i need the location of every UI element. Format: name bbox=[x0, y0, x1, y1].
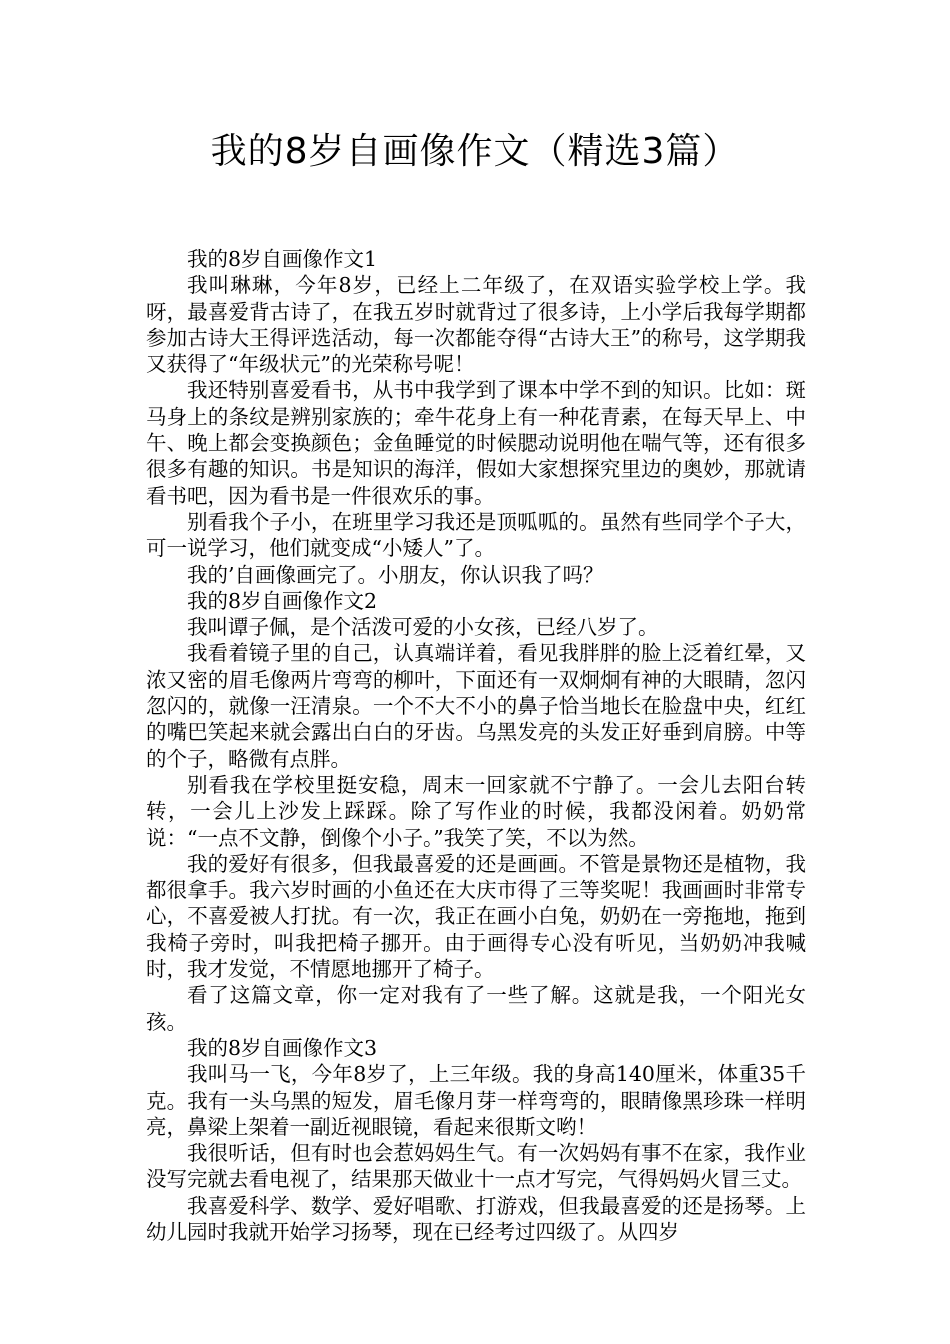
paragraph: 我叫琳琳，今年8岁，已经上二年级了，在双语实验学校上学。我呀，最喜爱背古诗了，在我五岁时就背过了很多诗，上小学后我每学期都参加古诗大王得评选活动，每一次都能夺得“古诗大王”的称号，这学期我又获得了“年级状元”的光荣称号呢！ bbox=[146, 273, 806, 377]
section-heading-3: 我的8岁自画像作文3 bbox=[187, 1035, 378, 1060]
document-title: 我的8岁自画像作文（精选3篇） bbox=[210, 131, 740, 172]
paragraph: 别看我个子小，在班里学习我还是顶呱呱的。虽然有些同学个子大，可一说学习，他们就变成“小矮人”了。 bbox=[146, 509, 806, 561]
paragraph: 我喜爱科学、数学、爱好唱歌、打游戏，但我最喜爱的还是扬琴。上幼儿园时我就开始学习扬琴，现在已经考过四级了。从四岁 bbox=[146, 1193, 806, 1244]
paragraph: 看了这篇文章，你一定对我有了一些了解。这就是我，一个阳光女孩。 bbox=[146, 983, 806, 1034]
paragraph: 别看我在学校里挺安稳，周末一回家就不宁静了。一会儿去阳台转转，一会儿上沙发上踩踩。除了写作业的时候，我都没闲着。奶奶常说：“一点不文静，倒像个小子。”我笑了笑，不以为然。 bbox=[146, 772, 806, 850]
document-body bbox=[146, 246, 806, 1245]
section-heading-2: 我的8岁自画像作文2 bbox=[187, 588, 378, 613]
paragraph: 我很听话，但有时也会惹妈妈生气。有一次妈妈有事不在家，我作业没写完就去看电视了，结果那天做业十一点才写完，气得妈妈火冒三丈。 bbox=[146, 1141, 806, 1192]
paragraph: 我叫谭子佩，是个活泼可爱的小女孩，已经八岁了。 bbox=[187, 615, 659, 640]
paragraph: 我看着镜子里的自己，认真端详着，看见我胖胖的脸上泛着红晕，又浓又密的眉毛像两片弯弯的柳叶，下面还有一双炯炯有神的大眼睛，忽闪忽闪的，就像一汪清泉。一个不大不小的鼻子恰当地长在脸盘中央，红红的嘴巴笑起来就会露出白白的牙齿。乌黑发亮的头发正好垂到肩膀。中等的个子，略微有点胖。 bbox=[146, 641, 806, 771]
paragraph: 我还特别喜爱看书，从书中我学到了课本中学不到的知识。比如：斑马身上的条纹是辨别家族的；牵牛花身上有一种花青素，在每天早上、中午、晚上都会变换颜色；金鱼睡觉的时候腮动说明他在喘气等，还有很多很多有趣的知识。书是知识的海洋，假如大家想探究里边的奥妙，那就请看书吧，因为看书是一件很欢乐的事。 bbox=[146, 378, 806, 508]
paragraph: 我的爱好有很多，但我最喜爱的还是画画。不管是景物还是植物，我都很拿手。我六岁时画的小鱼还在大庆市得了三等奖呢！我画画时非常专心，不喜爱被人打扰。有一次，我正在画小白兔，奶奶在一旁拖地，拖到我椅子旁时，叫我把椅子挪开。由于画得专心没有听见，当奶奶冲我喊时，我才发觉，不情愿地挪开了椅子。 bbox=[146, 851, 806, 982]
paragraph: 我的’自画像画完了。小朋友，你认识我了吗？ bbox=[187, 562, 604, 587]
paragraph: 我叫马一飞，今年8岁了，上三年级。我的身高140厘米，体重35千克。我有一头乌黑的短发，眉毛像月芽一样弯弯的，眼睛像黑珍珠一样明亮，鼻梁上架着一副近视眼镜，看起来很斯文哟！ bbox=[146, 1062, 806, 1139]
section-heading-1: 我的8岁自画像作文1 bbox=[187, 247, 378, 271]
